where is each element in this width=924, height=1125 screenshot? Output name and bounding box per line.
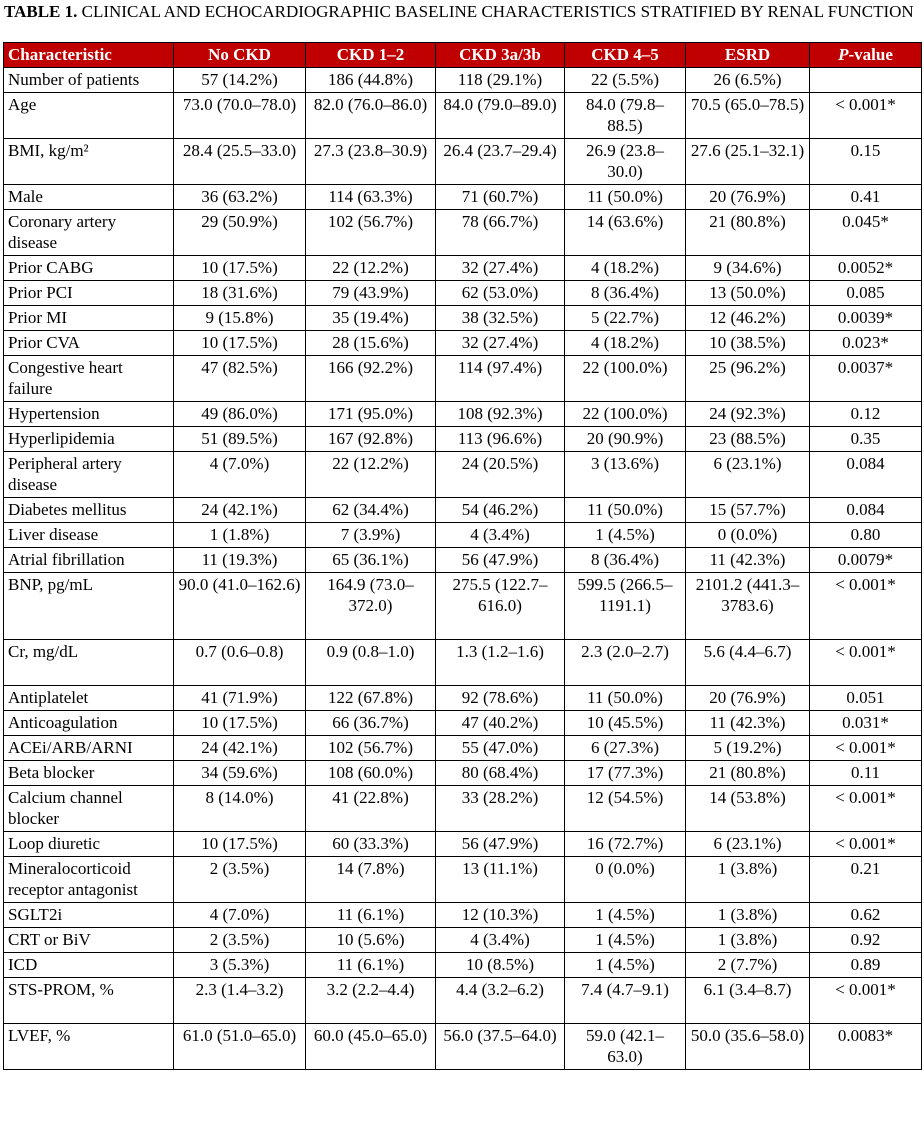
cell-esrd: 1 (3.8%) xyxy=(686,857,810,903)
cell-characteristic: Age xyxy=(4,93,174,139)
cell-esrd: 1 (3.8%) xyxy=(686,903,810,928)
cell-ckd-4-5: 599.5 (266.5–1191.1) xyxy=(565,573,686,640)
cell-ckd-3a-3b: 32 (27.4%) xyxy=(436,331,565,356)
cell-ckd-4-5: 17 (77.3%) xyxy=(565,761,686,786)
cell-characteristic: Diabetes mellitus xyxy=(4,498,174,523)
cell-p-value: 0.12 xyxy=(810,402,922,427)
cell-esrd: 11 (42.3%) xyxy=(686,711,810,736)
cell-esrd: 9 (34.6%) xyxy=(686,256,810,281)
cell-characteristic: Prior PCI xyxy=(4,281,174,306)
cell-characteristic: Mineralocorticoid receptor antagonist xyxy=(4,857,174,903)
cell-characteristic: ICD xyxy=(4,953,174,978)
table-row xyxy=(4,686,922,711)
cell-ckd-3a-3b: 47 (40.2%) xyxy=(436,711,565,736)
cell-ckd-3a-3b: 56.0 (37.5–64.0) xyxy=(436,1024,565,1070)
header-p-value xyxy=(810,43,922,68)
cell-esrd: 2 (7.7%) xyxy=(686,953,810,978)
cell-characteristic: Liver disease xyxy=(4,523,174,548)
table-row xyxy=(4,185,922,210)
cell-no-ckd: 8 (14.0%) xyxy=(174,786,306,832)
table-title-text: CLINICAL AND ECHOCARDIOGRAPHIC BASELINE CHARACTERISTICS STRATIFIED BY RENAL FUNCTION xyxy=(81,2,914,21)
cell-ckd-3a-3b: 118 (29.1%) xyxy=(436,68,565,93)
cell-characteristic: BMI, kg/m² xyxy=(4,139,174,185)
cell-ckd-4-5: 3 (13.6%) xyxy=(565,452,686,498)
cell-no-ckd: 61.0 (51.0–65.0) xyxy=(174,1024,306,1070)
cell-p-value: 0.21 xyxy=(810,857,922,903)
cell-no-ckd: 1 (1.8%) xyxy=(174,523,306,548)
cell-ckd-4-5: 12 (54.5%) xyxy=(565,786,686,832)
cell-ckd-1-2: 102 (56.7%) xyxy=(306,210,436,256)
cell-ckd-4-5: 11 (50.0%) xyxy=(565,498,686,523)
cell-p-value: 0.0079* xyxy=(810,548,922,573)
cell-esrd: 20 (76.9%) xyxy=(686,686,810,711)
table-row xyxy=(4,953,922,978)
cell-ckd-1-2: 28 (15.6%) xyxy=(306,331,436,356)
cell-p-value: < 0.001* xyxy=(810,573,922,640)
cell-esrd: 1 (3.8%) xyxy=(686,928,810,953)
cell-no-ckd: 29 (50.9%) xyxy=(174,210,306,256)
table-row xyxy=(4,356,922,402)
table-row xyxy=(4,1024,922,1070)
header-value-suffix: -value xyxy=(848,45,893,64)
cell-no-ckd: 0.7 (0.6–0.8) xyxy=(174,640,306,686)
cell-ckd-3a-3b: 56 (47.9%) xyxy=(436,832,565,857)
cell-ckd-3a-3b: 13 (11.1%) xyxy=(436,857,565,903)
cell-esrd: 2101.2 (441.3–3783.6) xyxy=(686,573,810,640)
cell-p-value: 0.045* xyxy=(810,210,922,256)
table-row xyxy=(4,711,922,736)
cell-characteristic: Hypertension xyxy=(4,402,174,427)
cell-no-ckd: 2.3 (1.4–3.2) xyxy=(174,978,306,1024)
cell-characteristic: Antiplatelet xyxy=(4,686,174,711)
cell-no-ckd: 24 (42.1%) xyxy=(174,498,306,523)
cell-p-value: 0.0052* xyxy=(810,256,922,281)
header-ckd-4-5: CKD 4–5 xyxy=(565,43,686,68)
cell-characteristic: BNP, pg/mL xyxy=(4,573,174,640)
table-row xyxy=(4,761,922,786)
cell-p-value: 0.051 xyxy=(810,686,922,711)
cell-p-value: 0.084 xyxy=(810,498,922,523)
cell-ckd-4-5: 1 (4.5%) xyxy=(565,928,686,953)
header-characteristic: Characteristic xyxy=(4,43,174,68)
cell-ckd-3a-3b: 1.3 (1.2–1.6) xyxy=(436,640,565,686)
cell-ckd-1-2: 7 (3.9%) xyxy=(306,523,436,548)
cell-ckd-1-2: 186 (44.8%) xyxy=(306,68,436,93)
cell-characteristic: Prior MI xyxy=(4,306,174,331)
cell-ckd-1-2: 102 (56.7%) xyxy=(306,736,436,761)
header-ckd-3a-3b: CKD 3a/3b xyxy=(436,43,565,68)
cell-esrd: 13 (50.0%) xyxy=(686,281,810,306)
header-ckd-1-2: CKD 1–2 xyxy=(306,43,436,68)
cell-ckd-3a-3b: 84.0 (79.0–89.0) xyxy=(436,93,565,139)
cell-ckd-4-5: 10 (45.5%) xyxy=(565,711,686,736)
cell-characteristic: Hyperlipidemia xyxy=(4,427,174,452)
cell-no-ckd: 18 (31.6%) xyxy=(174,281,306,306)
cell-ckd-1-2: 10 (5.6%) xyxy=(306,928,436,953)
cell-ckd-3a-3b: 55 (47.0%) xyxy=(436,736,565,761)
header-row xyxy=(4,43,922,68)
cell-ckd-3a-3b: 113 (96.6%) xyxy=(436,427,565,452)
table-row xyxy=(4,402,922,427)
cell-ckd-3a-3b: 92 (78.6%) xyxy=(436,686,565,711)
cell-p-value: < 0.001* xyxy=(810,640,922,686)
cell-characteristic: Coronary artery disease xyxy=(4,210,174,256)
cell-no-ckd: 47 (82.5%) xyxy=(174,356,306,402)
cell-characteristic: SGLT2i xyxy=(4,903,174,928)
cell-esrd: 27.6 (25.1–32.1) xyxy=(686,139,810,185)
cell-characteristic: Cr, mg/dL xyxy=(4,640,174,686)
cell-characteristic: STS-PROM, % xyxy=(4,978,174,1024)
cell-no-ckd: 10 (17.5%) xyxy=(174,331,306,356)
cell-characteristic: LVEF, % xyxy=(4,1024,174,1070)
cell-ckd-1-2: 60.0 (45.0–65.0) xyxy=(306,1024,436,1070)
cell-ckd-1-2: 3.2 (2.2–4.4) xyxy=(306,978,436,1024)
cell-p-value: 0.084 xyxy=(810,452,922,498)
cell-ckd-3a-3b: 4 (3.4%) xyxy=(436,928,565,953)
cell-no-ckd: 41 (71.9%) xyxy=(174,686,306,711)
cell-ckd-1-2: 79 (43.9%) xyxy=(306,281,436,306)
cell-no-ckd: 34 (59.6%) xyxy=(174,761,306,786)
cell-characteristic: Beta blocker xyxy=(4,761,174,786)
cell-ckd-4-5: 4 (18.2%) xyxy=(565,256,686,281)
cell-ckd-1-2: 122 (67.8%) xyxy=(306,686,436,711)
cell-ckd-1-2: 35 (19.4%) xyxy=(306,306,436,331)
cell-ckd-1-2: 41 (22.8%) xyxy=(306,786,436,832)
cell-characteristic: Prior CVA xyxy=(4,331,174,356)
cell-ckd-4-5: 2.3 (2.0–2.7) xyxy=(565,640,686,686)
table-row xyxy=(4,306,922,331)
cell-characteristic: ACEi/ARB/ARNI xyxy=(4,736,174,761)
cell-ckd-1-2: 22 (12.2%) xyxy=(306,256,436,281)
cell-ckd-1-2: 14 (7.8%) xyxy=(306,857,436,903)
cell-ckd-4-5: 22 (100.0%) xyxy=(565,356,686,402)
table-row xyxy=(4,210,922,256)
cell-no-ckd: 57 (14.2%) xyxy=(174,68,306,93)
table-row xyxy=(4,281,922,306)
cell-esrd: 70.5 (65.0–78.5) xyxy=(686,93,810,139)
cell-ckd-3a-3b: 108 (92.3%) xyxy=(436,402,565,427)
cell-p-value: < 0.001* xyxy=(810,978,922,1024)
cell-ckd-3a-3b: 54 (46.2%) xyxy=(436,498,565,523)
cell-ckd-4-5: 5 (22.7%) xyxy=(565,306,686,331)
cell-ckd-3a-3b: 26.4 (23.7–29.4) xyxy=(436,139,565,185)
cell-ckd-3a-3b: 38 (32.5%) xyxy=(436,306,565,331)
cell-no-ckd: 73.0 (70.0–78.0) xyxy=(174,93,306,139)
table-row xyxy=(4,832,922,857)
cell-ckd-3a-3b: 62 (53.0%) xyxy=(436,281,565,306)
cell-p-value: 0.80 xyxy=(810,523,922,548)
cell-characteristic: Calcium channel blocker xyxy=(4,786,174,832)
cell-p-value: < 0.001* xyxy=(810,832,922,857)
cell-esrd: 24 (92.3%) xyxy=(686,402,810,427)
cell-ckd-3a-3b: 24 (20.5%) xyxy=(436,452,565,498)
table-row xyxy=(4,139,922,185)
cell-esrd: 0 (0.0%) xyxy=(686,523,810,548)
cell-ckd-3a-3b: 4 (3.4%) xyxy=(436,523,565,548)
cell-no-ckd: 49 (86.0%) xyxy=(174,402,306,427)
cell-ckd-1-2: 0.9 (0.8–1.0) xyxy=(306,640,436,686)
cell-no-ckd: 28.4 (25.5–33.0) xyxy=(174,139,306,185)
cell-esrd: 11 (42.3%) xyxy=(686,548,810,573)
table-row xyxy=(4,903,922,928)
table-row xyxy=(4,427,922,452)
cell-no-ckd: 2 (3.5%) xyxy=(174,928,306,953)
cell-p-value: 0.35 xyxy=(810,427,922,452)
table-row xyxy=(4,573,922,640)
table-row xyxy=(4,978,922,1024)
table-row xyxy=(4,928,922,953)
table-row xyxy=(4,498,922,523)
cell-ckd-1-2: 171 (95.0%) xyxy=(306,402,436,427)
cell-ckd-4-5: 8 (36.4%) xyxy=(565,281,686,306)
baseline-characteristics-table xyxy=(3,42,922,1070)
cell-ckd-4-5: 14 (63.6%) xyxy=(565,210,686,256)
cell-ckd-3a-3b: 78 (66.7%) xyxy=(436,210,565,256)
cell-p-value: 0.15 xyxy=(810,139,922,185)
cell-p-value: 0.0037* xyxy=(810,356,922,402)
cell-ckd-4-5: 11 (50.0%) xyxy=(565,686,686,711)
cell-ckd-3a-3b: 4.4 (3.2–6.2) xyxy=(436,978,565,1024)
table-row xyxy=(4,256,922,281)
cell-esrd: 25 (96.2%) xyxy=(686,356,810,402)
cell-characteristic: Peripheral artery disease xyxy=(4,452,174,498)
cell-no-ckd: 11 (19.3%) xyxy=(174,548,306,573)
cell-ckd-4-5: 7.4 (4.7–9.1) xyxy=(565,978,686,1024)
cell-p-value: 0.031* xyxy=(810,711,922,736)
cell-ckd-1-2: 11 (6.1%) xyxy=(306,903,436,928)
cell-ckd-1-2: 11 (6.1%) xyxy=(306,953,436,978)
cell-esrd: 15 (57.7%) xyxy=(686,498,810,523)
cell-ckd-3a-3b: 32 (27.4%) xyxy=(436,256,565,281)
cell-ckd-1-2: 166 (92.2%) xyxy=(306,356,436,402)
cell-ckd-1-2: 114 (63.3%) xyxy=(306,185,436,210)
cell-no-ckd: 4 (7.0%) xyxy=(174,903,306,928)
cell-p-value: 0.41 xyxy=(810,185,922,210)
cell-characteristic: Male xyxy=(4,185,174,210)
cell-ckd-1-2: 66 (36.7%) xyxy=(306,711,436,736)
cell-esrd: 5 (19.2%) xyxy=(686,736,810,761)
cell-no-ckd: 4 (7.0%) xyxy=(174,452,306,498)
cell-p-value: 0.085 xyxy=(810,281,922,306)
table-row xyxy=(4,452,922,498)
cell-p-value: 0.92 xyxy=(810,928,922,953)
cell-ckd-4-5: 4 (18.2%) xyxy=(565,331,686,356)
cell-ckd-3a-3b: 33 (28.2%) xyxy=(436,786,565,832)
cell-ckd-4-5: 22 (5.5%) xyxy=(565,68,686,93)
cell-ckd-3a-3b: 56 (47.9%) xyxy=(436,548,565,573)
cell-no-ckd: 3 (5.3%) xyxy=(174,953,306,978)
cell-ckd-1-2: 62 (34.4%) xyxy=(306,498,436,523)
cell-ckd-3a-3b: 71 (60.7%) xyxy=(436,185,565,210)
cell-characteristic: Number of patients xyxy=(4,68,174,93)
table-row xyxy=(4,857,922,903)
cell-p-value: 0.62 xyxy=(810,903,922,928)
cell-characteristic: Prior CABG xyxy=(4,256,174,281)
cell-characteristic: Atrial fibrillation xyxy=(4,548,174,573)
cell-ckd-1-2: 164.9 (73.0–372.0) xyxy=(306,573,436,640)
cell-esrd: 23 (88.5%) xyxy=(686,427,810,452)
cell-ckd-4-5: 26.9 (23.8–30.0) xyxy=(565,139,686,185)
cell-ckd-4-5: 8 (36.4%) xyxy=(565,548,686,573)
table-row xyxy=(4,93,922,139)
cell-p-value: 0.11 xyxy=(810,761,922,786)
table-row xyxy=(4,736,922,761)
header-p-italic: P xyxy=(838,45,849,64)
cell-ckd-1-2: 65 (36.1%) xyxy=(306,548,436,573)
cell-ckd-4-5: 59.0 (42.1–63.0) xyxy=(565,1024,686,1070)
cell-no-ckd: 90.0 (41.0–162.6) xyxy=(174,573,306,640)
cell-esrd: 10 (38.5%) xyxy=(686,331,810,356)
cell-ckd-4-5: 20 (90.9%) xyxy=(565,427,686,452)
cell-ckd-1-2: 22 (12.2%) xyxy=(306,452,436,498)
cell-p-value: 0.89 xyxy=(810,953,922,978)
cell-no-ckd: 10 (17.5%) xyxy=(174,832,306,857)
cell-esrd: 20 (76.9%) xyxy=(686,185,810,210)
cell-ckd-3a-3b: 80 (68.4%) xyxy=(436,761,565,786)
cell-p-value: < 0.001* xyxy=(810,786,922,832)
cell-p-value xyxy=(810,68,922,93)
cell-esrd: 50.0 (35.6–58.0) xyxy=(686,1024,810,1070)
cell-no-ckd: 51 (89.5%) xyxy=(174,427,306,452)
table-body xyxy=(4,68,922,1070)
table-row xyxy=(4,640,922,686)
cell-ckd-4-5: 84.0 (79.8–88.5) xyxy=(565,93,686,139)
cell-p-value: < 0.001* xyxy=(810,93,922,139)
cell-p-value: < 0.001* xyxy=(810,736,922,761)
cell-characteristic: Congestive heart failure xyxy=(4,356,174,402)
cell-esrd: 12 (46.2%) xyxy=(686,306,810,331)
cell-ckd-1-2: 82.0 (76.0–86.0) xyxy=(306,93,436,139)
cell-p-value: 0.0083* xyxy=(810,1024,922,1070)
table-title xyxy=(0,0,924,42)
cell-no-ckd: 24 (42.1%) xyxy=(174,736,306,761)
cell-ckd-4-5: 22 (100.0%) xyxy=(565,402,686,427)
cell-ckd-3a-3b: 114 (97.4%) xyxy=(436,356,565,402)
table-row xyxy=(4,68,922,93)
cell-ckd-4-5: 6 (27.3%) xyxy=(565,736,686,761)
cell-characteristic: Anticoagulation xyxy=(4,711,174,736)
cell-esrd: 26 (6.5%) xyxy=(686,68,810,93)
cell-esrd: 5.6 (4.4–6.7) xyxy=(686,640,810,686)
cell-no-ckd: 2 (3.5%) xyxy=(174,857,306,903)
cell-esrd: 14 (53.8%) xyxy=(686,786,810,832)
cell-ckd-1-2: 60 (33.3%) xyxy=(306,832,436,857)
cell-no-ckd: 9 (15.8%) xyxy=(174,306,306,331)
cell-esrd: 21 (80.8%) xyxy=(686,210,810,256)
cell-ckd-4-5: 1 (4.5%) xyxy=(565,953,686,978)
cell-characteristic: Loop diuretic xyxy=(4,832,174,857)
cell-esrd: 6 (23.1%) xyxy=(686,832,810,857)
cell-ckd-3a-3b: 275.5 (122.7–616.0) xyxy=(436,573,565,640)
cell-ckd-4-5: 0 (0.0%) xyxy=(565,857,686,903)
cell-characteristic: CRT or BiV xyxy=(4,928,174,953)
cell-ckd-4-5: 16 (72.7%) xyxy=(565,832,686,857)
cell-no-ckd: 10 (17.5%) xyxy=(174,256,306,281)
cell-ckd-1-2: 27.3 (23.8–30.9) xyxy=(306,139,436,185)
cell-ckd-4-5: 1 (4.5%) xyxy=(565,903,686,928)
cell-ckd-4-5: 11 (50.0%) xyxy=(565,185,686,210)
cell-ckd-3a-3b: 10 (8.5%) xyxy=(436,953,565,978)
table-title-lead: TABLE 1. xyxy=(4,2,78,21)
cell-no-ckd: 10 (17.5%) xyxy=(174,711,306,736)
cell-esrd: 6 (23.1%) xyxy=(686,452,810,498)
header-no-ckd: No CKD xyxy=(174,43,306,68)
cell-esrd: 21 (80.8%) xyxy=(686,761,810,786)
header-esrd: ESRD xyxy=(686,43,810,68)
cell-ckd-1-2: 167 (92.8%) xyxy=(306,427,436,452)
cell-no-ckd: 36 (63.2%) xyxy=(174,185,306,210)
table-row xyxy=(4,548,922,573)
table-row xyxy=(4,786,922,832)
cell-esrd: 6.1 (3.4–8.7) xyxy=(686,978,810,1024)
cell-ckd-4-5: 1 (4.5%) xyxy=(565,523,686,548)
cell-ckd-3a-3b: 12 (10.3%) xyxy=(436,903,565,928)
table-row xyxy=(4,523,922,548)
table-row xyxy=(4,331,922,356)
cell-p-value: 0.023* xyxy=(810,331,922,356)
cell-ckd-1-2: 108 (60.0%) xyxy=(306,761,436,786)
cell-p-value: 0.0039* xyxy=(810,306,922,331)
